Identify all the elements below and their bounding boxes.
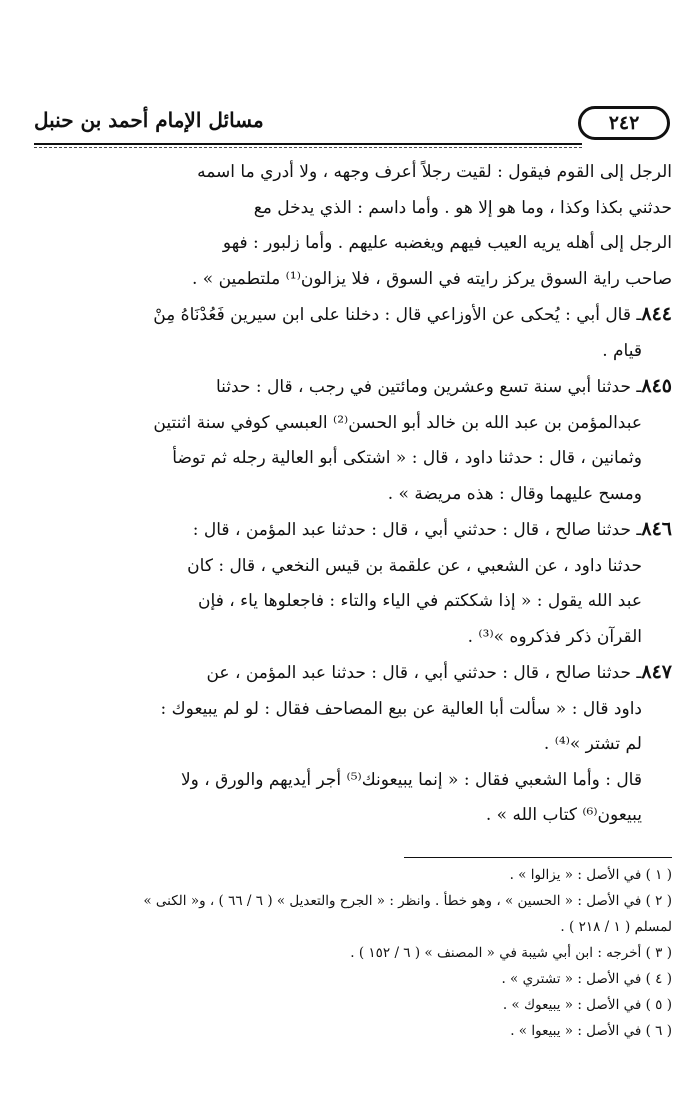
text-line: لم تشتر »⁽⁴⁾ . [543, 734, 642, 754]
entry-845 [44, 369, 672, 512]
text-line: ومسح عليهما وقال : هذه مريضة » . [387, 483, 642, 504]
footnote-5: ( ٥ ) في الأصل : « يبيعوك » . [502, 997, 672, 1013]
footnote-2: ( ٢ ) في الأصل : « الحسين » ، وهو خطأ . وانظر : « الجرح والتعديل » ( ٦ / ٦٦ ) ، و« الكنى » [143, 893, 672, 909]
entry-846 [44, 512, 672, 655]
footnote-4: ( ٤ ) في الأصل : « تشتري » . [501, 971, 672, 987]
text-line: حدثنا داود ، عن الشعبي ، عن علقمة بن قيس النخعي ، قال : كان [187, 555, 642, 576]
text-line: الرجل إلى القوم فيقول : لقيت رجلاً أعرف وجهه ، ولا أدري ما اسمه [197, 162, 672, 182]
opening-paragraph [44, 155, 672, 297]
page-header [34, 104, 670, 148]
footnote-3: ( ٣ ) أخرجه : ابن أبي شيبة في « المصنف » ( ٦ / ١٥٢ ) . [350, 945, 672, 961]
entry-number: ٨٤٦ [641, 518, 672, 540]
text-line: وثمانين ، قال : حدثنا داود ، قال : « اشتكى أبو العالية رجله ثم توضأ [172, 448, 642, 468]
page-number: ٢٤٢ [578, 106, 670, 140]
text-line: ـ حدثنا صالح ، قال : حدثني أبي ، قال : حدثنا عبد المؤمن ، قال : [192, 520, 642, 540]
text-line: ـ قال أبي : يُحكى عن الأوزاعي قال : دخلنا على ابن سيرين فَعُدْنَاهُ مِنْ [153, 305, 642, 325]
text-line: عبد الله يقول : « إذا شككتم في الياء والتاء : فاجعلوها ياء ، فإن [198, 591, 642, 611]
entry-844 [44, 297, 672, 369]
header-rule-dashed [34, 147, 582, 148]
text-line: ـ حدثنا صالح ، قال : حدثني أبي ، قال : حدثنا عبد المؤمن ، عن [206, 663, 642, 683]
text-line: القرآن ذكر فذكروه »⁽³⁾ . [467, 626, 642, 647]
footnote-rule [404, 857, 672, 858]
entry-number: ٨٤٤ [641, 303, 672, 325]
entry-number: ٨٤٧ [641, 661, 672, 683]
text-line: حدثني بكذا وكذا ، وما هو إلا هو . وأما داسم : الذي يدخل مع [253, 197, 672, 218]
body-text [44, 155, 672, 834]
entry-847 [44, 655, 672, 834]
text-line: قيام . [602, 340, 642, 361]
footnote-1: ( ١ ) في الأصل : « يزالوا » . [509, 867, 672, 883]
text-line: صاحب راية السوق يركز رايته في السوق ، فلا يزالون⁽¹⁾ ملتطمين » . [191, 268, 672, 289]
footnote-6: ( ٦ ) في الأصل : « يبيعوا » . [510, 1023, 672, 1039]
text-line: الرجل إلى أهله يريه العيب فيهم ويغضبه عليهم . وأما زلبور : فهو [222, 233, 672, 253]
text-line: ـ حدثنا أبي سنة تسع وعشرين ومائتين في رجب ، قال : حدثنا [215, 377, 642, 397]
entry-number: ٨٤٥ [641, 375, 672, 397]
header-rule [34, 143, 582, 145]
footnotes [28, 862, 672, 1044]
text-line: داود قال : « سألت أبا العالية عن بيع المصاحف فقال : لو لم يبيعوك : [160, 698, 642, 719]
footnote-2-cont: لمسلم ( ١ / ٢١٨ ) . [560, 919, 672, 935]
text-line: يبيعون⁽⁶⁾ كتاب الله » . [485, 805, 642, 825]
text-line: قال : وأما الشعبي فقال : « إنما يبيعونك⁽⁵⁾ أجر أيديهم والورق ، ولا [180, 769, 642, 790]
text-line: عبدالمؤمن بن عبد الله بن خالد أبو الحسن⁽²⁾ العبسي كوفي سنة اثنتين [153, 412, 642, 433]
running-title: مسائل الإمام أحمد بن حنبل [34, 108, 264, 132]
